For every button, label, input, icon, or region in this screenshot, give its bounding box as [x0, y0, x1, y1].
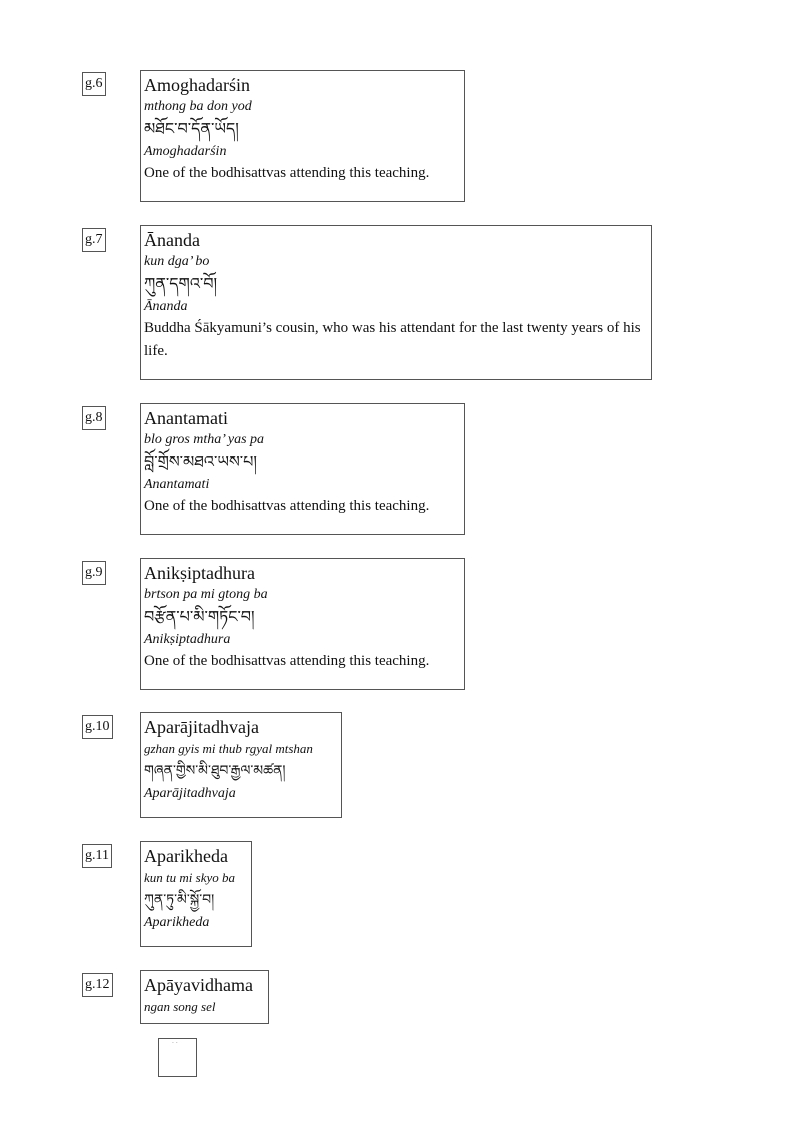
entry-sanskrit: Anantamati	[144, 477, 210, 492]
entry-term: Apāyavidhama	[144, 975, 253, 995]
glossary-entry-id: g.9	[82, 561, 106, 585]
entry-sanskrit: Aparikheda	[144, 915, 210, 930]
entry-term: Aparikheda	[144, 846, 228, 866]
glossary-entry	[140, 403, 465, 535]
entry-definition: Buddha Śākyamuni’s cousin, who was his attendant for the last twenty years of his life.	[144, 320, 641, 359]
entry-wylie: ngan song sel	[144, 999, 216, 1014]
entry-sanskrit: Anikṣiptadhura	[144, 632, 231, 647]
glossary-entry	[140, 225, 652, 380]
entry-sanskrit: Aparājitadhvaja	[144, 786, 236, 801]
glossary-entry-id: g.6	[82, 72, 106, 96]
entry-wylie: gzhan gyis mi thub rgyal mtshan	[144, 741, 313, 756]
entry-wylie: brtson pa mi gtong ba	[144, 587, 268, 602]
entry-sanskrit: Ānanda	[144, 299, 188, 314]
glossary-entry	[140, 712, 342, 818]
entry-tibetan: གཞན་གྱིས་མི་ཐུབ་རྒྱལ་མཚན།	[144, 763, 286, 779]
entry-wylie: blo gros mtha’ yas pa	[144, 432, 265, 447]
glossary-entry-id: g.7	[82, 228, 106, 252]
glossary-entry	[140, 558, 465, 690]
entry-tibetan: ཀུན་དགའ་བོ།	[144, 274, 218, 293]
faint-mark: · ·	[172, 1040, 178, 1047]
entry-tibetan: མཐོང་བ་དོན་ཡོད།	[144, 119, 239, 138]
glossary-entry	[140, 70, 465, 202]
glossary-entry-id: g.12	[82, 973, 113, 997]
glossary-entry-id: g.10	[82, 715, 113, 739]
entry-wylie: kun tu mi skyo ba	[144, 870, 235, 885]
entry-definition: One of the bodhisattvas attending this teaching.	[144, 165, 430, 181]
entry-wylie: kun dga’ bo	[144, 254, 210, 269]
entry-sanskrit: Amoghadarśin	[144, 144, 227, 159]
entry-definition: One of the bodhisattvas attending this teaching.	[144, 498, 430, 514]
glossary-entry-id: g.8	[82, 406, 106, 430]
empty-placeholder-box	[158, 1038, 197, 1077]
entry-wylie: mthong ba don yod	[144, 99, 252, 114]
glossary-entry	[140, 970, 269, 1024]
entry-term: Anikṣiptadhura	[144, 563, 255, 583]
entry-definition: One of the bodhisattvas attending this teaching.	[144, 653, 430, 669]
entry-tibetan: ཀུན་ཏུ་མི་སྐྱོ་བ།	[144, 892, 215, 908]
glossary-entry-id: g.11	[82, 844, 112, 868]
entry-term: Amoghadarśin	[144, 75, 250, 95]
entry-tibetan: བློ་གྲོས་མཐའ་ཡས་པ།	[144, 452, 257, 471]
entry-term: Aparājitadhvaja	[144, 717, 259, 737]
entry-tibetan: བརྩོན་པ་མི་གཏོང་བ།	[144, 607, 255, 626]
entry-term: Ānanda	[144, 230, 200, 250]
entry-term: Anantamati	[144, 408, 228, 428]
glossary-entry	[140, 841, 252, 947]
